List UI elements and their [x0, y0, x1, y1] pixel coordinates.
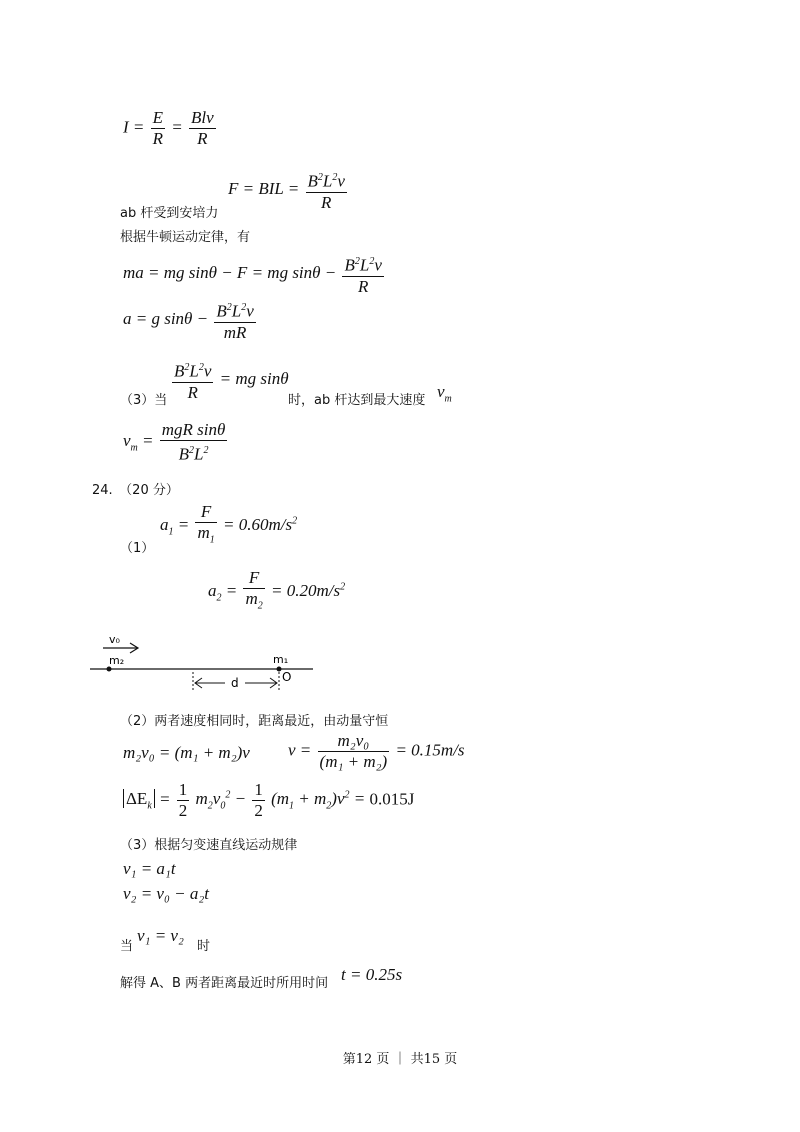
- vm-sub: m: [444, 393, 452, 405]
- r-den-5: R: [187, 382, 198, 402]
- ampere-force-formula: [228, 168, 349, 213]
- e-num: E: [152, 108, 164, 127]
- v-num: m₂v₀: [318, 731, 390, 752]
- m1-point: [277, 667, 282, 672]
- vm-v-2: v: [123, 431, 131, 451]
- b2l2v-over-r-3: $\frac{B^2L^2v}{R}$: [172, 358, 213, 403]
- r-den-2: R: [197, 129, 208, 148]
- v-fraction: [318, 731, 390, 772]
- o-label: O: [282, 670, 292, 684]
- v-formula: [288, 731, 465, 772]
- current-formula: I = $\frac{E}{R}$ = $\frac{\text{Blv}}{R}$: [123, 108, 214, 148]
- q24-part3: （3）根据匀变速直线运动规律: [120, 838, 298, 853]
- d-label: d: [231, 676, 239, 690]
- f-over-m2: $\frac{F}{m_2}$: [245, 568, 263, 612]
- mr-den: mR: [223, 322, 247, 342]
- vm-sub-2: m: [130, 442, 138, 454]
- b2l2v-over-mr: $\frac{B^2L^2v}{mR}$: [214, 298, 255, 343]
- solution-text: 解得 A、B 两者距离最近时所用时间: [120, 976, 329, 991]
- a2-rhs: = 0.20m/s: [271, 581, 341, 601]
- half-num-1: 1: [178, 780, 188, 799]
- i-lhs: I =: [123, 117, 145, 137]
- vm-v: v: [437, 382, 445, 401]
- half-den-1: 2: [178, 801, 188, 820]
- when-suffix: 时: [197, 939, 211, 954]
- ab-ampere-force-text: ab 杆受到安培力: [120, 206, 219, 221]
- a-lhs: a = g sinθ −: [123, 309, 209, 329]
- part3-then-text: 时，ab 杆达到最大速度: [288, 393, 426, 408]
- a1-rhs: = 0.60m/s: [223, 515, 293, 535]
- m2-label: m₂: [109, 654, 125, 667]
- f-num: F: [195, 502, 216, 523]
- eq-mgsin: = mg sinθ: [219, 369, 289, 389]
- ek-sub: k: [147, 800, 152, 812]
- m2-point: [107, 667, 112, 672]
- energy-formula: $\Delta E_k$ = $\frac{1}{2}$ $m_2v_0^2$ − $\frac{1}{2}$ $(m_1 + m_2)v^2 = 0.015J$: [123, 780, 414, 821]
- ek-abs: [123, 789, 155, 812]
- ek-lhs: ΔE: [126, 789, 148, 809]
- part3-when-text: （3）当: [120, 393, 168, 408]
- ma-lhs: ma = mg sinθ − F = mg sinθ −: [123, 263, 337, 283]
- ek-rhs: 0.015J: [369, 789, 415, 809]
- acceleration-formula: [123, 298, 258, 343]
- v-rhs: = 0.15m/s: [395, 740, 465, 760]
- q24-header: 24. （20 分）: [92, 483, 179, 498]
- f-num-2: F: [243, 568, 264, 589]
- b2l2v-over-r-2: $\frac{B^2L^2v}{R}$: [342, 252, 383, 297]
- newton-law-text: 根据牛顿运动定律，有: [120, 230, 251, 245]
- vm-num: mgR sinθ: [161, 420, 226, 439]
- b2l2v-over-r: $\frac{B^2L^2v}{R}$: [306, 168, 347, 213]
- e-over-r: [151, 108, 165, 149]
- blv-over-r: [189, 108, 216, 149]
- half-1: [177, 780, 190, 821]
- half-den-2: 2: [254, 801, 263, 820]
- half-2: [252, 780, 265, 821]
- q24-part2: （2）两者速度相同时，距离最近，由动量守恒: [120, 714, 389, 729]
- v2-equation: v₂ = v₀ − a₂t: [123, 884, 209, 903]
- t-result: t = 0.25s: [341, 965, 403, 984]
- momentum-formula: m₂v₀ = (m₁ + m₂)v: [123, 743, 250, 762]
- v1-equation: v₁ = a₁t: [123, 859, 176, 878]
- v-den: (m₁ + m₂): [319, 752, 388, 771]
- f-over-m1: $\frac{F}{m_1}$: [197, 502, 215, 546]
- vm-fraction: $\frac{\text{mgR sinθ}}{B^2L^2}$: [161, 420, 226, 464]
- vm-formula: $v_m$ = $\frac{\text{mgR sinθ}}{B^2L^2}$: [123, 420, 226, 464]
- v0-label: v₀: [109, 633, 120, 646]
- a2-formula: $a_2$ = $\frac{F}{m_2}$ = $0.20m/s^2$: [208, 568, 345, 616]
- vm-label: [437, 382, 452, 404]
- when-equation: v₁ = v₂: [137, 926, 184, 945]
- newton-formula: [123, 252, 386, 297]
- m1-label: m₁: [273, 653, 289, 666]
- q24-part1: （1）: [120, 541, 155, 556]
- when-prefix: 当: [120, 939, 134, 954]
- r-den-3: R: [321, 192, 332, 212]
- f-lhs: F = BIL =: [228, 179, 300, 199]
- page-footer: 第12 页 ｜ 共15 页: [342, 1052, 458, 1067]
- r-den: R: [152, 129, 164, 148]
- motion-diagram: [85, 628, 325, 698]
- v-lhs: v =: [288, 740, 312, 760]
- max-speed-condition: [170, 358, 289, 403]
- blv-num: Blv: [191, 108, 214, 127]
- r-den-4: R: [357, 276, 369, 296]
- a1-formula: $a_1$ = $\frac{F}{m_1}$ = $0.60m/s^2$: [160, 502, 297, 550]
- half-num-2: 1: [254, 780, 263, 799]
